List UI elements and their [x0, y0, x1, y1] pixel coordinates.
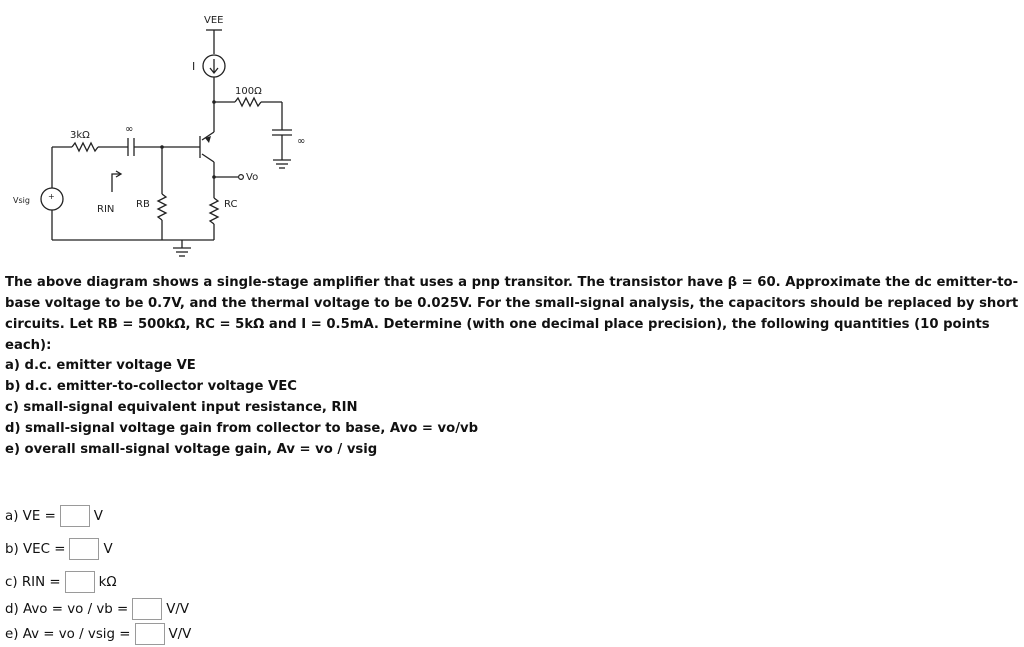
- answer-row-b: [5, 536, 113, 562]
- rin-label: RIN: [97, 204, 115, 215]
- answer-row-d: [5, 596, 189, 622]
- vee-label: VEE: [204, 15, 224, 26]
- current-label: I: [192, 60, 196, 73]
- vsig-label: Vsig: [13, 196, 30, 205]
- transistor-collector: [202, 154, 214, 162]
- resistor-3k-label: 3kΩ: [70, 130, 90, 141]
- answer-row-c: [5, 569, 117, 595]
- answer-c-label: c) RIN =: [5, 574, 61, 590]
- vo-label: Vo: [246, 172, 259, 183]
- resistor-rb: [158, 194, 166, 220]
- question-a: a) d.c. emitter voltage VE: [5, 358, 196, 373]
- answer-c-input[interactable]: [65, 571, 95, 593]
- answer-row-a: [5, 503, 103, 529]
- answer-a-unit: V: [93, 508, 103, 524]
- resistor-100: [235, 98, 261, 106]
- question-d: d) small-signal voltage gain from collector to base, Avo = vo/vb: [5, 421, 479, 436]
- answer-c-unit: kΩ: [98, 574, 117, 590]
- resistor-100-label: 100Ω: [235, 86, 262, 97]
- capacitor-inf-label: ∞: [297, 136, 306, 147]
- question-list: [5, 355, 705, 460]
- answer-a-label: a) VE =: [5, 508, 56, 524]
- question-c: c) small-signal equivalent input resistance, RIN: [5, 400, 358, 415]
- answer-d-unit: V/V: [166, 601, 190, 617]
- question-b: b) d.c. emitter-to-collector voltage VEC: [5, 379, 297, 394]
- amplifier-circuit-diagram: [10, 8, 312, 264]
- answer-row-e: [5, 621, 191, 647]
- rb-label: RB: [136, 199, 150, 210]
- answer-b-unit: V: [103, 541, 113, 557]
- answer-b-input[interactable]: [69, 538, 99, 560]
- answer-a-input[interactable]: [60, 505, 90, 527]
- answer-d-input[interactable]: [132, 598, 162, 620]
- answer-e-label: e) Av = vo / vsig =: [5, 626, 131, 642]
- problem-statement: The above diagram shows a single-stage amplifier that uses a pnp transitor. The transistor have β = 60. Approximate the dc emitter-to-base voltage to be 0.7V, and the thermal voltage to be 0.025V. For the small-signal analysis, the capacitors should be replaced by short circuits. Let RB = 500kΩ, RC = 5kΩ and I = 0.5mA. Determine (with one decimal place precision), the following quantities (10 points each):: [5, 275, 1019, 353]
- rc-label: RC: [224, 199, 238, 210]
- answer-b-label: b) VEC =: [5, 541, 66, 557]
- resistor-rc: [210, 198, 218, 224]
- answer-e-input[interactable]: [135, 623, 165, 645]
- answer-d-label: d) Avo = vo / vb =: [5, 601, 129, 617]
- resistor-3k: [72, 143, 98, 151]
- capacitor-inf-label: ∞: [125, 124, 134, 135]
- answer-e-unit: V/V: [168, 626, 192, 642]
- question-e: e) overall small-signal voltage gain, Av = vo / vsig: [5, 442, 378, 457]
- vsig-plus-label: +: [48, 192, 55, 201]
